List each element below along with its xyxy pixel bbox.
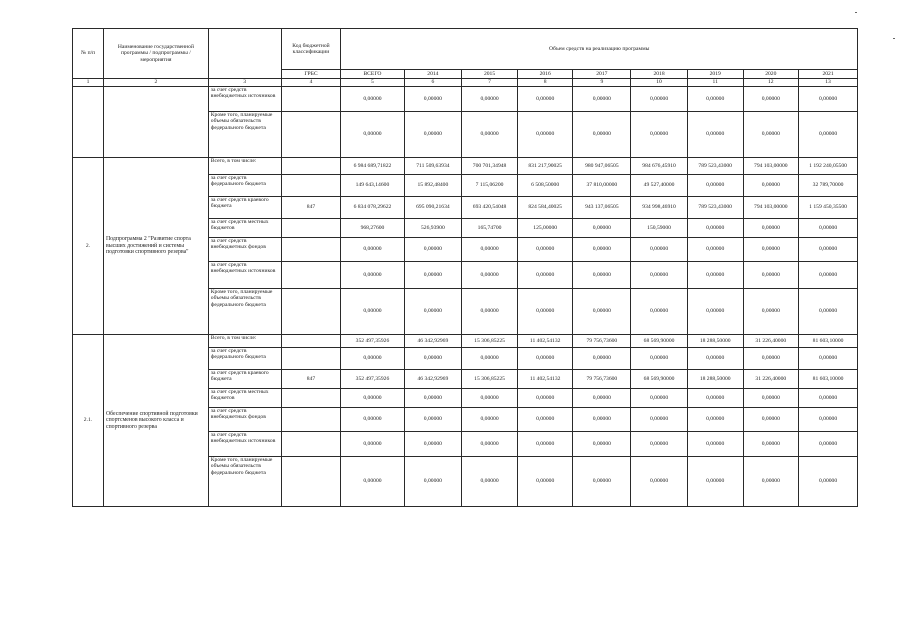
grbs-code [281,175,341,197]
amount-cell: 0,00000 [341,238,404,262]
amount-cell: 0,00000 [462,457,518,507]
amount-cell: 0,00000 [799,87,858,112]
amount-cell: 0,00000 [573,219,631,238]
amount-cell: 693 420,54048 [462,197,518,219]
amount-cell: 0,00000 [687,112,743,158]
amount-cell: 0,00000 [799,238,858,262]
column-number: 1 [73,79,104,87]
amount-cell: 0,00000 [573,432,631,457]
amount-cell: 934 998,46910 [631,197,688,219]
amount-cell: 6 984 689,71822 [341,158,404,175]
funding-source: Кроме того, планируемые объемы обязательств федерального бюджета [208,289,281,335]
column-number: 10 [631,79,688,87]
amount-cell: 0,00000 [687,432,743,457]
amount-cell: 15 892,48400 [404,175,462,197]
amount-cell: 0,00000 [631,432,688,457]
column-number: 6 [404,79,462,87]
amount-cell: 0,00000 [687,348,743,370]
grbs-code [281,348,341,370]
amount-cell: 0,00000 [573,389,631,408]
amount-cell: 0,00000 [517,238,573,262]
table-row [73,335,858,348]
amount-cell: 0,00000 [743,389,799,408]
item-number: 2. [73,158,104,335]
header-year: 2021 [799,70,858,79]
amount-cell: 984 676,45910 [631,158,688,175]
amount-cell: 0,00000 [631,289,688,335]
amount-cell: 0,00000 [743,112,799,158]
amount-cell: 0,00000 [573,262,631,289]
scan-speck [893,38,895,39]
column-number: 8 [517,79,573,87]
amount-cell: 0,00000 [687,408,743,432]
amount-cell: 1 159 450,35500 [799,197,858,219]
amount-cell: 0,00000 [517,432,573,457]
amount-cell: 0,00000 [462,262,518,289]
amount-cell: 789 523,43000 [687,158,743,175]
funding-source: Кроме того, планируемые объемы обязательств федерального бюджета [208,112,281,158]
amount-cell: 0,00000 [573,457,631,507]
amount-cell: 31 226,40000 [743,370,799,389]
funding-source: за счет средств краевого бюджета [208,197,281,219]
funding-source: за счет средств внебюджетных источников [208,262,281,289]
column-number: 4 [281,79,341,87]
amount-cell: 0,00000 [404,432,462,457]
item-number: 2.1. [73,335,104,507]
amount-cell: 0,00000 [799,457,858,507]
funding-source: Кроме того, планируемые объемы обязательств федерального бюджета [208,457,281,507]
amount-cell: 0,00000 [687,289,743,335]
grbs-code [281,87,341,112]
grbs-code [281,389,341,408]
grbs-code [281,158,341,175]
amount-cell: 0,00000 [462,432,518,457]
amount-cell: 0,00000 [341,432,404,457]
grbs-code: 847 [281,197,341,219]
amount-cell: 0,00000 [743,348,799,370]
amount-cell: 0,00000 [404,289,462,335]
funding-source: за счет средств федерального бюджета [208,348,281,370]
funding-source: за счет средств краевого бюджета [208,370,281,389]
amount-cell: 0,00000 [404,408,462,432]
table-row [73,87,858,112]
grbs-code [281,112,341,158]
header-volume: Объем средств на реализацию программы [341,29,858,70]
funding-source: за счет средств федерального бюджета [208,175,281,197]
amount-cell: 0,00000 [517,87,573,112]
amount-cell: 980 947,06505 [573,158,631,175]
amount-cell: 81 603,10000 [799,335,858,348]
funding-source: Всего, в том числе: [208,335,281,348]
amount-cell: 0,00000 [743,289,799,335]
grbs-code: 847 [281,370,341,389]
funding-source: за счет средств внебюджетных фондов [208,238,281,262]
amount-cell: 0,00000 [687,87,743,112]
amount-cell: 0,00000 [517,457,573,507]
item-name: Обеспечение спортивной подготовки спортсменов высокого класса и спортивного резерва [104,335,209,507]
column-number: 11 [687,79,743,87]
grbs-code [281,238,341,262]
grbs-code [281,408,341,432]
amount-cell: 711 509,63934 [404,158,462,175]
item-name [104,87,209,158]
amount-cell: 0,00000 [743,219,799,238]
amount-cell: 0,00000 [799,432,858,457]
amount-cell: 0,00000 [517,389,573,408]
amount-cell: 0,00000 [799,389,858,408]
amount-cell: 0,00000 [573,238,631,262]
funding-source: за счет средств местных бюджетов [208,219,281,238]
amount-cell: 0,00000 [341,457,404,507]
header-source-blank [208,29,281,79]
column-number: 7 [462,79,518,87]
amount-cell: 0,00000 [743,87,799,112]
header-year: 2018 [631,70,688,79]
column-number: 9 [573,79,631,87]
amount-cell: 0,00000 [341,87,404,112]
amount-cell: 125,00000 [517,219,573,238]
amount-cell: 79 756,73600 [573,370,631,389]
amount-cell: 0,00000 [687,238,743,262]
amount-cell: 0,00000 [517,408,573,432]
amount-cell: 0,00000 [687,457,743,507]
amount-cell: 0,00000 [404,348,462,370]
amount-cell: 0,00000 [631,238,688,262]
funding-source: Всего, в том числе: [208,158,281,175]
amount-cell: 0,00000 [743,408,799,432]
column-number: 2 [104,79,209,87]
amount-cell: 0,00000 [404,457,462,507]
header-year: ВСЕГО [341,70,404,79]
amount-cell: 700 701,34948 [462,158,518,175]
amount-cell: 0,00000 [517,348,573,370]
amount-cell: 165,74700 [462,219,518,238]
amount-cell: 0,00000 [341,289,404,335]
amount-cell: 11 402,54132 [517,335,573,348]
amount-cell: 0,00000 [462,238,518,262]
amount-cell: 31 226,40000 [743,335,799,348]
grbs-code [281,289,341,335]
amount-cell: 81 603,10000 [799,370,858,389]
amount-cell: 0,00000 [462,348,518,370]
amount-cell: 0,00000 [631,112,688,158]
amount-cell: 0,00000 [341,348,404,370]
amount-cell: 15 306,85225 [462,335,518,348]
header-year: 2020 [743,70,799,79]
item-name: Подпрограмма 2 "Развитие спорта высших достижений и системы подготовки спортивного резерва" [104,158,209,335]
amount-cell: 794 103,00000 [743,197,799,219]
amount-cell: 0,00000 [631,348,688,370]
amount-cell: 794 103,00000 [743,158,799,175]
funding-source: за счет средств внебюджетных источников [208,87,281,112]
amount-cell: 0,00000 [799,262,858,289]
amount-cell: 0,00000 [743,238,799,262]
amount-cell: 1 192 240,05500 [799,158,858,175]
funding-source: за счет средств внебюджетных фондов [208,408,281,432]
grbs-code [281,457,341,507]
amount-cell: 6 834 078,29622 [341,197,404,219]
amount-cell: 0,00000 [573,289,631,335]
amount-cell: 943 137,06505 [573,197,631,219]
column-number: 13 [799,79,858,87]
amount-cell: 0,00000 [743,457,799,507]
amount-cell: 695 090,21634 [404,197,462,219]
grbs-code [281,262,341,289]
amount-cell: 32 789,70000 [799,175,858,197]
column-number: 3 [208,79,281,87]
budget-table-page [72,28,858,507]
header-year: 2015 [462,70,518,79]
amount-cell: 0,00000 [404,262,462,289]
item-number [73,87,104,158]
amount-cell: 0,00000 [799,289,858,335]
amount-cell: 0,00000 [631,87,688,112]
header-year: 2016 [517,70,573,79]
amount-cell: 6 508,50000 [517,175,573,197]
amount-cell: 149 643,14600 [341,175,404,197]
amount-cell: 0,00000 [799,219,858,238]
amount-cell: 0,00000 [462,87,518,112]
amount-cell: 0,00000 [687,175,743,197]
amount-cell: 968,27600 [341,219,404,238]
funding-source: за счет средств внебюджетных источников [208,432,281,457]
amount-cell: 0,00000 [687,262,743,289]
amount-cell: 0,00000 [743,432,799,457]
amount-cell: 150,59000 [631,219,688,238]
header-name: Наименование государственной программы / подпрограммы / мероприятия [104,29,209,79]
program-funding-table [72,28,858,507]
amount-cell: 79 756,73600 [573,335,631,348]
header-num: № п/п [73,29,104,79]
amount-cell: 0,00000 [462,408,518,432]
amount-cell: 0,00000 [573,87,631,112]
amount-cell: 37 810,00000 [573,175,631,197]
amount-cell: 68 569,90000 [631,335,688,348]
amount-cell: 831 217,90025 [517,158,573,175]
amount-cell: 0,00000 [631,389,688,408]
amount-cell: 0,00000 [573,348,631,370]
amount-cell: 352 497,35926 [341,370,404,389]
amount-cell: 0,00000 [687,389,743,408]
amount-cell: 0,00000 [573,112,631,158]
grbs-code [281,432,341,457]
amount-cell: 7 115,06200 [462,175,518,197]
amount-cell: 0,00000 [341,408,404,432]
amount-cell: 0,00000 [631,408,688,432]
amount-cell: 0,00000 [404,112,462,158]
amount-cell: 352 497,35926 [341,335,404,348]
amount-cell: 46 342,92969 [404,335,462,348]
amount-cell: 824 584,40025 [517,197,573,219]
amount-cell: 0,00000 [404,389,462,408]
amount-cell: 0,00000 [462,389,518,408]
amount-cell: 0,00000 [631,457,688,507]
amount-cell: 0,00000 [341,262,404,289]
amount-cell: 0,00000 [462,289,518,335]
amount-cell: 526,93900 [404,219,462,238]
table-row [73,158,858,175]
header-year: 2019 [687,70,743,79]
amount-cell: 0,00000 [341,112,404,158]
amount-cell: 46 342,92969 [404,370,462,389]
amount-cell: 0,00000 [517,289,573,335]
amount-cell: 0,00000 [799,112,858,158]
amount-cell: 18 288,50000 [687,370,743,389]
grbs-code [281,219,341,238]
amount-cell: 15 306,85225 [462,370,518,389]
amount-cell: 0,00000 [517,112,573,158]
header-year: 2017 [573,70,631,79]
amount-cell: 68 569,90000 [631,370,688,389]
scan-speck [855,12,857,13]
grbs-code [281,335,341,348]
amount-cell: 0,00000 [743,175,799,197]
amount-cell: 0,00000 [404,87,462,112]
amount-cell: 0,00000 [687,219,743,238]
column-number: 12 [743,79,799,87]
amount-cell: 11 402,54132 [517,370,573,389]
amount-cell: 0,00000 [743,262,799,289]
funding-source: за счет средств местных бюджетов [208,389,281,408]
amount-cell: 0,00000 [573,408,631,432]
amount-cell: 789 523,43000 [687,197,743,219]
amount-cell: 0,00000 [517,262,573,289]
header-grbs: ГРБС [281,70,341,79]
amount-cell: 0,00000 [404,238,462,262]
header-code: Код бюджетной классификации [281,29,341,70]
amount-cell: 18 288,50000 [687,335,743,348]
amount-cell: 0,00000 [799,348,858,370]
amount-cell: 0,00000 [799,408,858,432]
amount-cell: 49 527,40000 [631,175,688,197]
header-year: 2014 [404,70,462,79]
amount-cell: 0,00000 [631,262,688,289]
column-number: 5 [341,79,404,87]
amount-cell: 0,00000 [341,389,404,408]
amount-cell: 0,00000 [462,112,518,158]
